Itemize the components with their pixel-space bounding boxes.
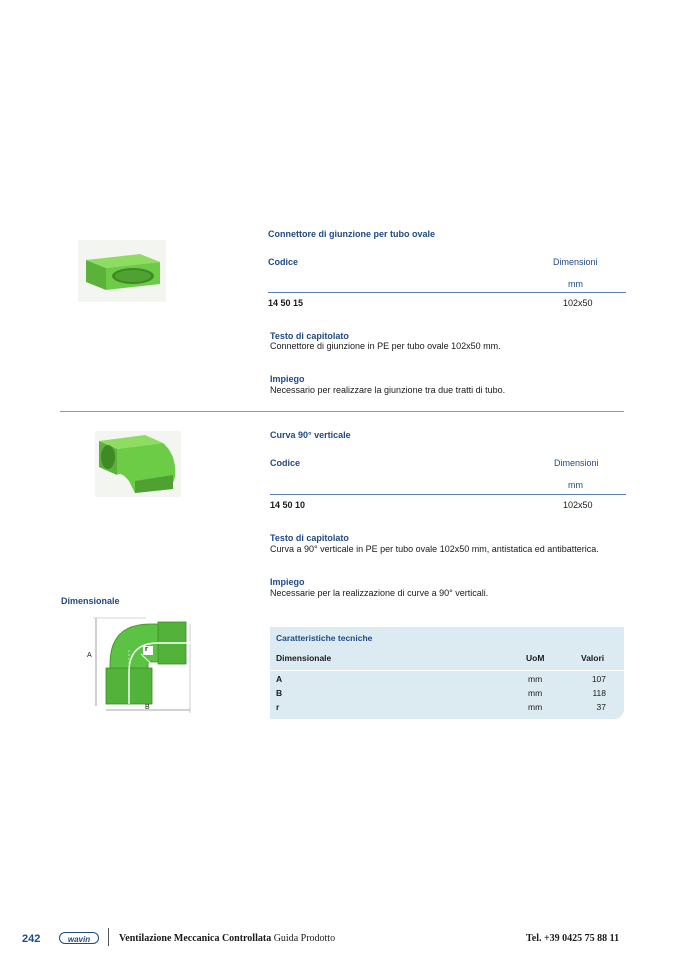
code-header: Codice <box>270 458 301 468</box>
brand-name: wavin <box>67 935 91 944</box>
spec-text: Curva a 90° verticale in PE per tubo ovale 102x50 mm, antistatica ed antibatterica. <box>270 544 599 554</box>
spec-label: Testo di capitolato <box>270 331 349 341</box>
table-rule <box>268 292 626 293</box>
section-divider <box>60 411 624 412</box>
connector-image <box>78 240 166 302</box>
tech-uom: mm <box>528 702 543 712</box>
tech-uom: mm <box>528 688 543 698</box>
tech-uom: mm <box>528 674 543 684</box>
drawing-label-b: B <box>145 704 150 711</box>
tech-val: 37 <box>596 702 606 712</box>
tech-header-val: Valori <box>581 653 605 663</box>
product-code: 14 50 10 <box>270 500 306 510</box>
table-row <box>276 674 618 684</box>
dimension-unit: mm <box>568 279 583 289</box>
use-label: Impiego <box>270 577 305 587</box>
tech-header-dim: Dimensionale <box>276 653 332 663</box>
table-row <box>276 688 618 698</box>
footer-title-block <box>119 933 335 944</box>
product-code: 14 50 15 <box>268 298 304 308</box>
dimension-drawing <box>86 614 198 720</box>
use-label: Impiego <box>270 374 305 384</box>
tech-header-divider <box>270 670 624 671</box>
tech-dim: A <box>276 674 283 684</box>
tech-val: 118 <box>592 688 606 698</box>
spec-text: Connettore di giunzione in PE per tubo ovale 102x50 mm. <box>270 341 501 351</box>
product-title: Connettore di giunzione per tubo ovale <box>268 229 436 239</box>
footer-phone: Tel. +39 0425 75 88 11 <box>526 933 620 944</box>
code-header: Codice <box>268 257 299 267</box>
product-title: Curva 90° verticale <box>270 430 351 440</box>
table-row <box>276 702 618 712</box>
product-dimension: 102x50 <box>563 500 593 510</box>
use-text: Necessarie per la realizzazione di curve a 90° verticali. <box>270 588 489 598</box>
tech-title: Caratteristiche tecniche <box>276 633 373 643</box>
tech-header-row <box>276 653 618 663</box>
tech-panel <box>270 627 624 719</box>
use-text: Necessario per realizzare la giunzione tra due tratti di tubo. <box>270 385 506 395</box>
dimension-header: Dimensioni <box>553 257 598 267</box>
product-dimension: 102x50 <box>563 298 593 308</box>
tech-dim: B <box>276 688 283 698</box>
drawing-label-a: A <box>87 652 92 659</box>
drawing-label-r: r <box>145 646 148 653</box>
elbow-image <box>95 431 181 497</box>
dimension-unit: mm <box>568 480 583 490</box>
spec-label: Testo di capitolato <box>270 533 349 543</box>
table-rule <box>270 494 626 495</box>
footer-subtitle: Guida Prodotto <box>273 933 336 944</box>
footer-title: Ventilazione Meccanica Controllata <box>119 933 272 944</box>
wavin-logo <box>59 932 99 944</box>
tech-val: 107 <box>591 674 606 684</box>
page-number: 242 <box>22 933 41 945</box>
tech-header-uom: UoM <box>526 653 545 663</box>
dimension-header: Dimensioni <box>554 458 599 468</box>
footer-divider <box>108 928 109 946</box>
tech-dim: r <box>276 702 280 712</box>
dimensional-label: Dimensionale <box>61 596 120 606</box>
